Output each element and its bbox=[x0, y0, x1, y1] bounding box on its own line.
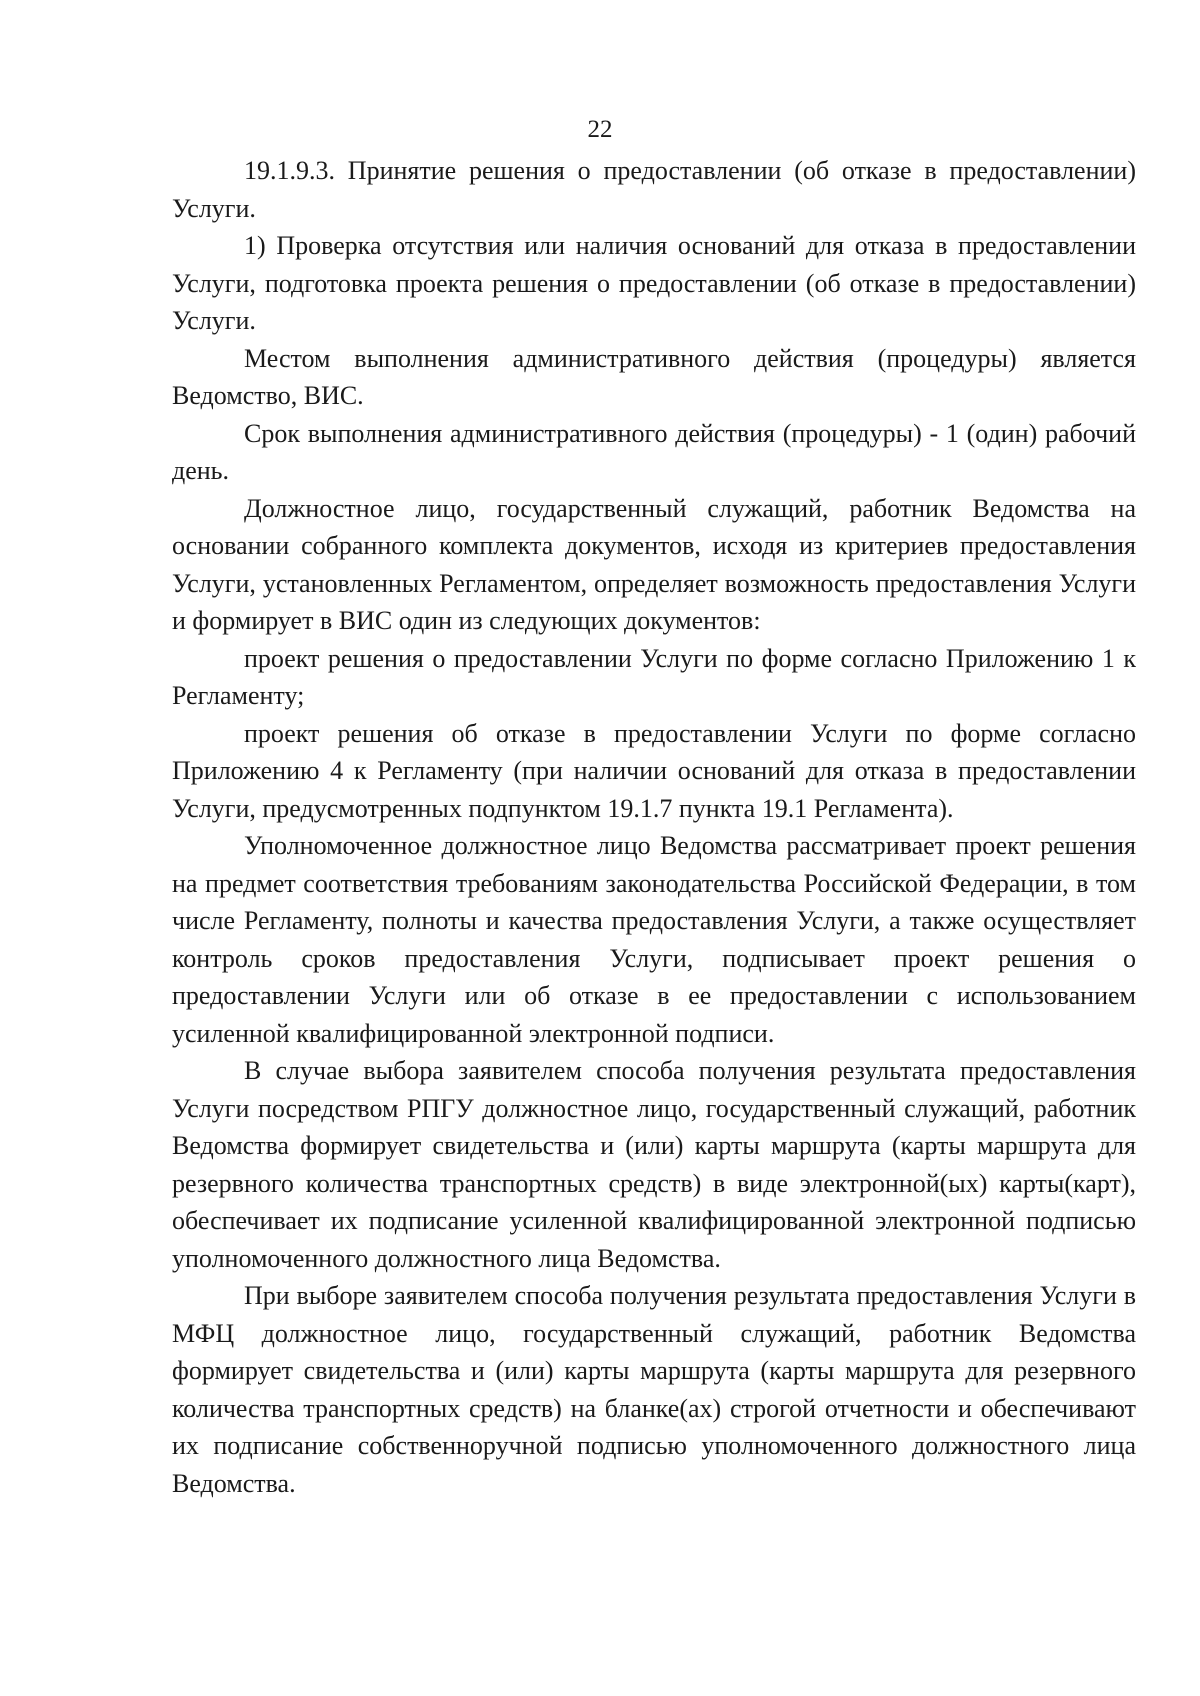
section-heading-paragraph: 19.1.9.3. Принятие решения о предоставлении (об отказе в предоставлении) Услуги. bbox=[172, 156, 1136, 223]
page-number: 22 bbox=[587, 116, 613, 143]
body-paragraph: В случае выбора заявителем способа получения результата предоставления Услуги посредством РПГУ должностное лицо, государственный служащий, работник Ведомства формирует свидетельства и (или) карты маршрута (карты маршрута для резервного количества транспортных средств) в виде электронной(ых) карты(карт), обеспечивает их подписание усиленной квалифицированной электронной подписью уполномоченного должностного лица Ведомства. bbox=[172, 1056, 1136, 1273]
document-body bbox=[172, 152, 1136, 1502]
body-paragraph: Местом выполнения административного действия (процедуры) является Ведомство, ВИС. bbox=[172, 343, 1136, 410]
body-paragraph: Срок выполнения административного действия (процедуры) - 1 (один) рабочий день. bbox=[172, 418, 1136, 485]
body-paragraph: Уполномоченное должностное лицо Ведомства рассматривает проект решения на предмет соответствия требованиям законодательства Российской Федерации, в том числе Регламенту, полноты и качества предоставления Услуги, а также осуществляет контроль сроков предоставления Услуги, подписывает проект решения о предоставлении Услуги или об отказе в ее предоставлении с использованием усиленной квалифицированной электронной подписи. bbox=[172, 831, 1136, 1048]
subsection-paragraph: 1) Проверка отсутствия или наличия оснований для отказа в предоставлении Услуги, подготовка проекта решения о предоставлении (об отказе в предоставлении) Услуги. bbox=[172, 231, 1136, 335]
body-paragraph: Должностное лицо, государственный служащий, работник Ведомства на основании собранного комплекта документов, исходя из критериев предоставления Услуги, установленных Регламентом, определяет возможность предоставления Услуги и формирует в ВИС один из следующих документов: bbox=[172, 493, 1136, 635]
list-item-paragraph: проект решения о предоставлении Услуги по форме согласно Приложению 1 к Регламенту; bbox=[172, 643, 1136, 710]
list-item-paragraph: проект решения об отказе в предоставлении Услуги по форме согласно Приложению 4 к Регламенту (при наличии оснований для отказа в предоставлении Услуги, предусмотренных подпунктом 19.1.7 пункта 19.1 Регламента). bbox=[172, 718, 1136, 823]
body-paragraph: При выборе заявителем способа получения результата предоставления Услуги в МФЦ должностное лицо, государственный служащий, работник Ведомства формирует свидетельства и (или) карты маршрута (карты маршрута для резервного количества транспортных средств) на бланке(ах) строгой отчетности и обеспечивают их подписание собственноручной подписью уполномоченного должностного лица Ведомства. bbox=[172, 1281, 1136, 1498]
